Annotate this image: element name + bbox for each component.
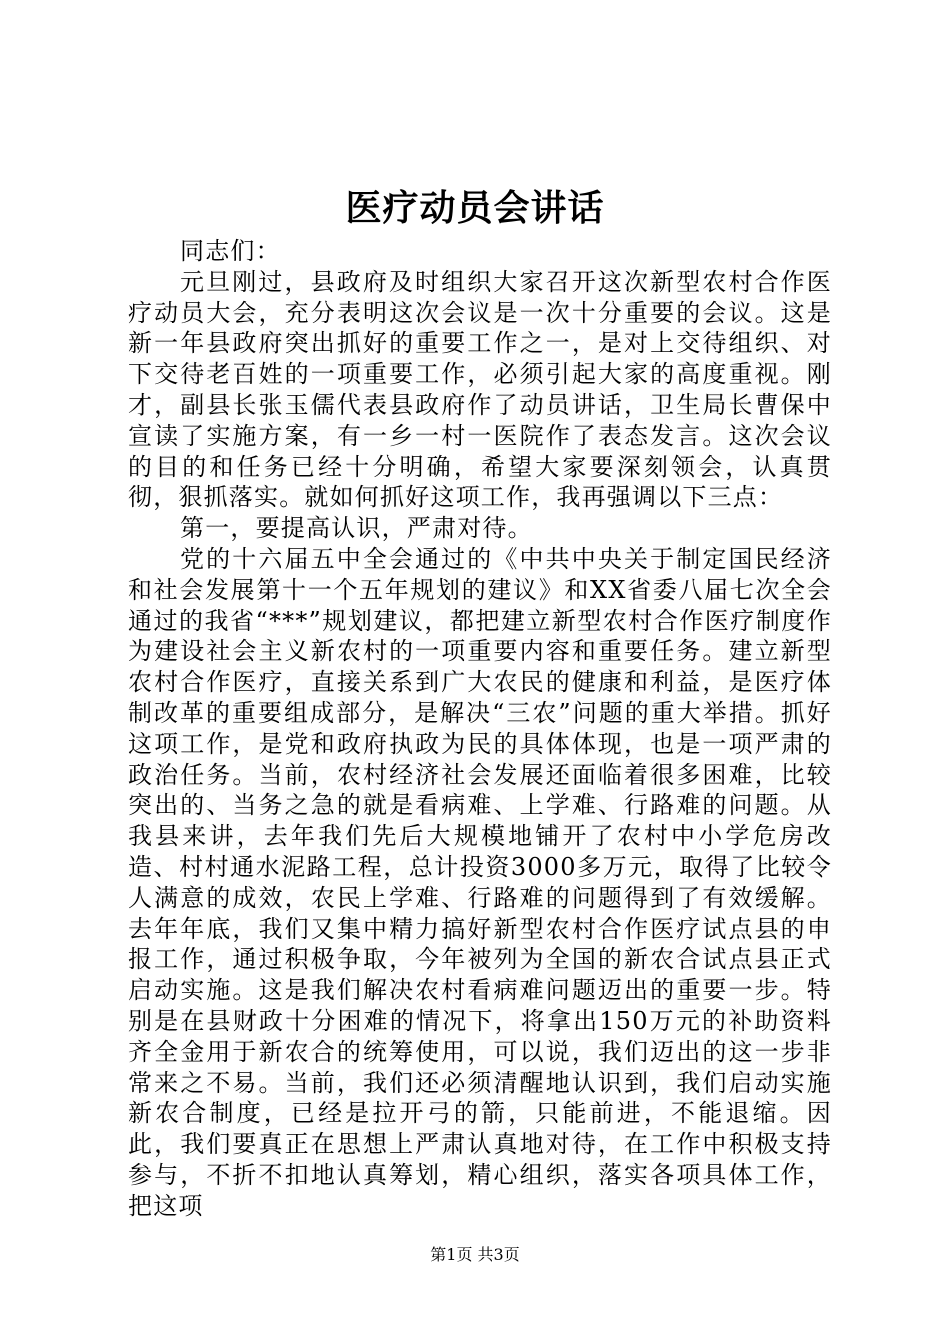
intro-paragraph: 元旦刚过，县政府及时组织大家召开这次新型农村合作医疗动员大会，充分表明这次会议是一次十分重要的会议。这是新一年县政府突出抓好的重要工作之一，是对上交待组织、对下交待老百姓的一项重要工作，必须引起大家的高度重视。刚才，副县长张玉儒代表县政府作了动员讲话，卫生局长曹保中宣读了实施方案，有一乡一村一医院作了表态发言。这次会议的目的和任务已经十分明确，希望大家要深刻领会，认真贯彻，狠抓落实。就如何抓好这项工作，我再强调以下三点： xyxy=(128,267,832,512)
section-body-paragraph: 党的十六届五中全会通过的《中共中央关于制定国民经济和社会发展第十一个五年规划的建议》和XX省委八届七次全会通过的我省“***”规划建议，都把建立新型农村合作医疗制度作为建设社会主义新农村的一项重要内容和重要任务。建立新型农村合作医疗，直接关系到广大农民的健康和利益，是医疗体制改革的重要组成部分，是解决“三农”问题的重大举措。抓好这项工作，是党和政府执政为民的具体体现，也是一项严肃的政治任务。当前，农村经济社会发展还面临着很多困难，比较突出的、当务之急的就是看病难、上学难、行路难的问题。从我县来讲，去年我们先后大规模地铺开了农村中小学危房改造、村村通水泥路工程，总计投资3000多万元，取得了比较令人满意的成效，农民上学难、行路难的问题得到了有效缓解。去年年底，我们又集中精力搞好新型农村合作医疗试点县的申报工作，通过积极争取，今年被列为全国的新农合试点县正式启动实施。这是我们解决农村看病难问题迈出的重要一步。特别是在县财政十分困难的情况下，将拿出150万元的补助资料齐全金用于新农合的统筹使用，可以说，我们迈出的这一步非常来之不易。当前，我们还必须清醒地认识到，我们启动实施新农合制度，已经是拉开弓的箭，只能前进，不能退缩。因此，我们要真正在思想上严肃认真地对待，在工作中积极支持参与，不折不扣地认真筹划，精心组织，落实各项具体工作，把这项 xyxy=(128,544,832,1220)
page-footer: 第1页 共3页 xyxy=(430,1245,520,1264)
document-title: 医疗动员会讲话 xyxy=(345,187,605,229)
document-body xyxy=(128,236,832,1222)
section-heading-paragraph: 第一，要提高认识，严肃对待。 xyxy=(180,514,533,543)
salutation-paragraph: 同志们： xyxy=(180,237,281,265)
